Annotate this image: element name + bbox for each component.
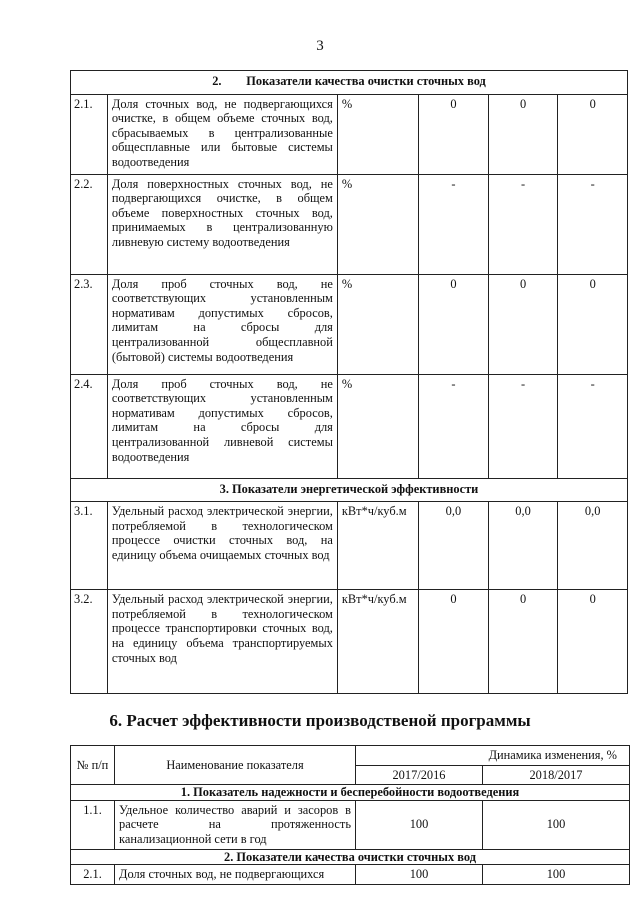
column-header-number: № п/п — [71, 746, 115, 785]
table-row — [71, 502, 628, 590]
row-number: 2.1. — [71, 865, 115, 885]
value-cell: - — [558, 174, 628, 274]
header-row — [71, 746, 630, 766]
page-number: 3 — [316, 38, 324, 54]
column-header-period: 2017/2016 — [356, 765, 483, 785]
value-cell: 0 — [558, 274, 628, 374]
table-row — [71, 800, 630, 849]
value-cell: - — [488, 174, 558, 274]
value-cell: 0 — [419, 590, 489, 694]
row-number: 1.1. — [71, 800, 115, 849]
row-number: 2.3. — [71, 274, 108, 374]
row-number: 3.1. — [71, 502, 108, 590]
section-header-row — [71, 478, 628, 502]
section-header-row — [71, 71, 628, 95]
value-cell: - — [558, 374, 628, 478]
efficiency-table — [70, 745, 630, 885]
unit-cell: кВт*ч/куб.м — [337, 502, 418, 590]
value-cell: 100 — [483, 800, 630, 849]
indicator-name: Доля поверхностных сточных вод, не подвергающихся очистке, в общем объеме поверхностных сточных вод, принимаемых в централизованную ливневую систему водоотведения — [107, 174, 337, 274]
indicator-name: Удельный расход электрической энергии, потребляемой в технологическом процессе очистки сточных вод, на единицу объема очищаемых сточных вод — [107, 502, 337, 590]
table-row — [71, 94, 628, 174]
unit-cell: % — [337, 374, 418, 478]
section-title: 2. Показатели качества очистки сточных вод — [71, 849, 630, 865]
value-cell: 0 — [488, 274, 558, 374]
unit-cell: % — [337, 274, 418, 374]
value-cell: 0 — [419, 274, 489, 374]
row-number: 3.2. — [71, 590, 108, 694]
indicator-name: Доля проб сточных вод, не соответствующих установленным нормативам допустимых сбросов, лимитам на сбросы для централизованной ливневой системы водоотведения — [107, 374, 337, 478]
section-title: 3. Показатели энергетической эффективности — [71, 478, 628, 502]
section-heading: 6. Расчет эффективности производственой программы — [109, 711, 531, 730]
unit-cell: % — [337, 94, 418, 174]
value-cell: 0,0 — [488, 502, 558, 590]
value-cell: 0 — [558, 94, 628, 174]
value-cell: 0 — [488, 590, 558, 694]
value-cell: 100 — [483, 865, 630, 885]
table-row — [71, 865, 630, 885]
indicator-name: Удельный расход электрической энергии, потребляемой в технологическом процессе транспортировки сточных вод, на единицу объема транспортируемых сточных вод — [107, 590, 337, 694]
value-cell: 0 — [488, 94, 558, 174]
value-cell: 0,0 — [419, 502, 489, 590]
value-cell: 0,0 — [558, 502, 628, 590]
column-header-name: Наименование показателя — [115, 746, 356, 785]
row-number: 2.1. — [71, 94, 108, 174]
table-row — [71, 374, 628, 478]
value-cell: - — [419, 174, 489, 274]
value-cell: 0 — [419, 94, 489, 174]
section-header-row — [71, 849, 630, 865]
indicator-name: Доля проб сточных вод, не соответствующих установленным нормативам допустимых сбросов, лимитам на сбросы для централизованной общесплавной (бытовой) системы водоотведения — [107, 274, 337, 374]
indicator-name: Удельное количество аварий и засоров в расчете на протяженность канализационной сети в год — [115, 800, 356, 849]
section-header-row — [71, 785, 630, 801]
indicators-table — [70, 70, 628, 694]
table-row — [71, 174, 628, 274]
value-cell: 100 — [356, 865, 483, 885]
value-cell: - — [419, 374, 489, 478]
column-header-period: 2018/2017 — [483, 765, 630, 785]
value-cell: 0 — [558, 590, 628, 694]
column-header-dynamics: Динамика изменения, % — [356, 746, 630, 766]
row-number: 2.4. — [71, 374, 108, 478]
table-row — [71, 590, 628, 694]
indicator-name: Доля сточных вод, не подвергающихся очистке, в общем объеме сточных вод, сбрасываемых в централизованные общесплавные или бытовые системы водоотведения — [107, 94, 337, 174]
unit-cell: кВт*ч/куб.м — [337, 590, 418, 694]
row-number: 2.2. — [71, 174, 108, 274]
unit-cell: % — [337, 174, 418, 274]
section-title: 1. Показатель надежности и бесперебойности водоотведения — [71, 785, 630, 801]
value-cell: 100 — [356, 800, 483, 849]
indicator-name: Доля сточных вод, не подвергающихся — [115, 865, 356, 885]
table-row — [71, 274, 628, 374]
section-title: 2. Показатели качества очистки сточных вод — [71, 71, 628, 95]
value-cell: - — [488, 374, 558, 478]
